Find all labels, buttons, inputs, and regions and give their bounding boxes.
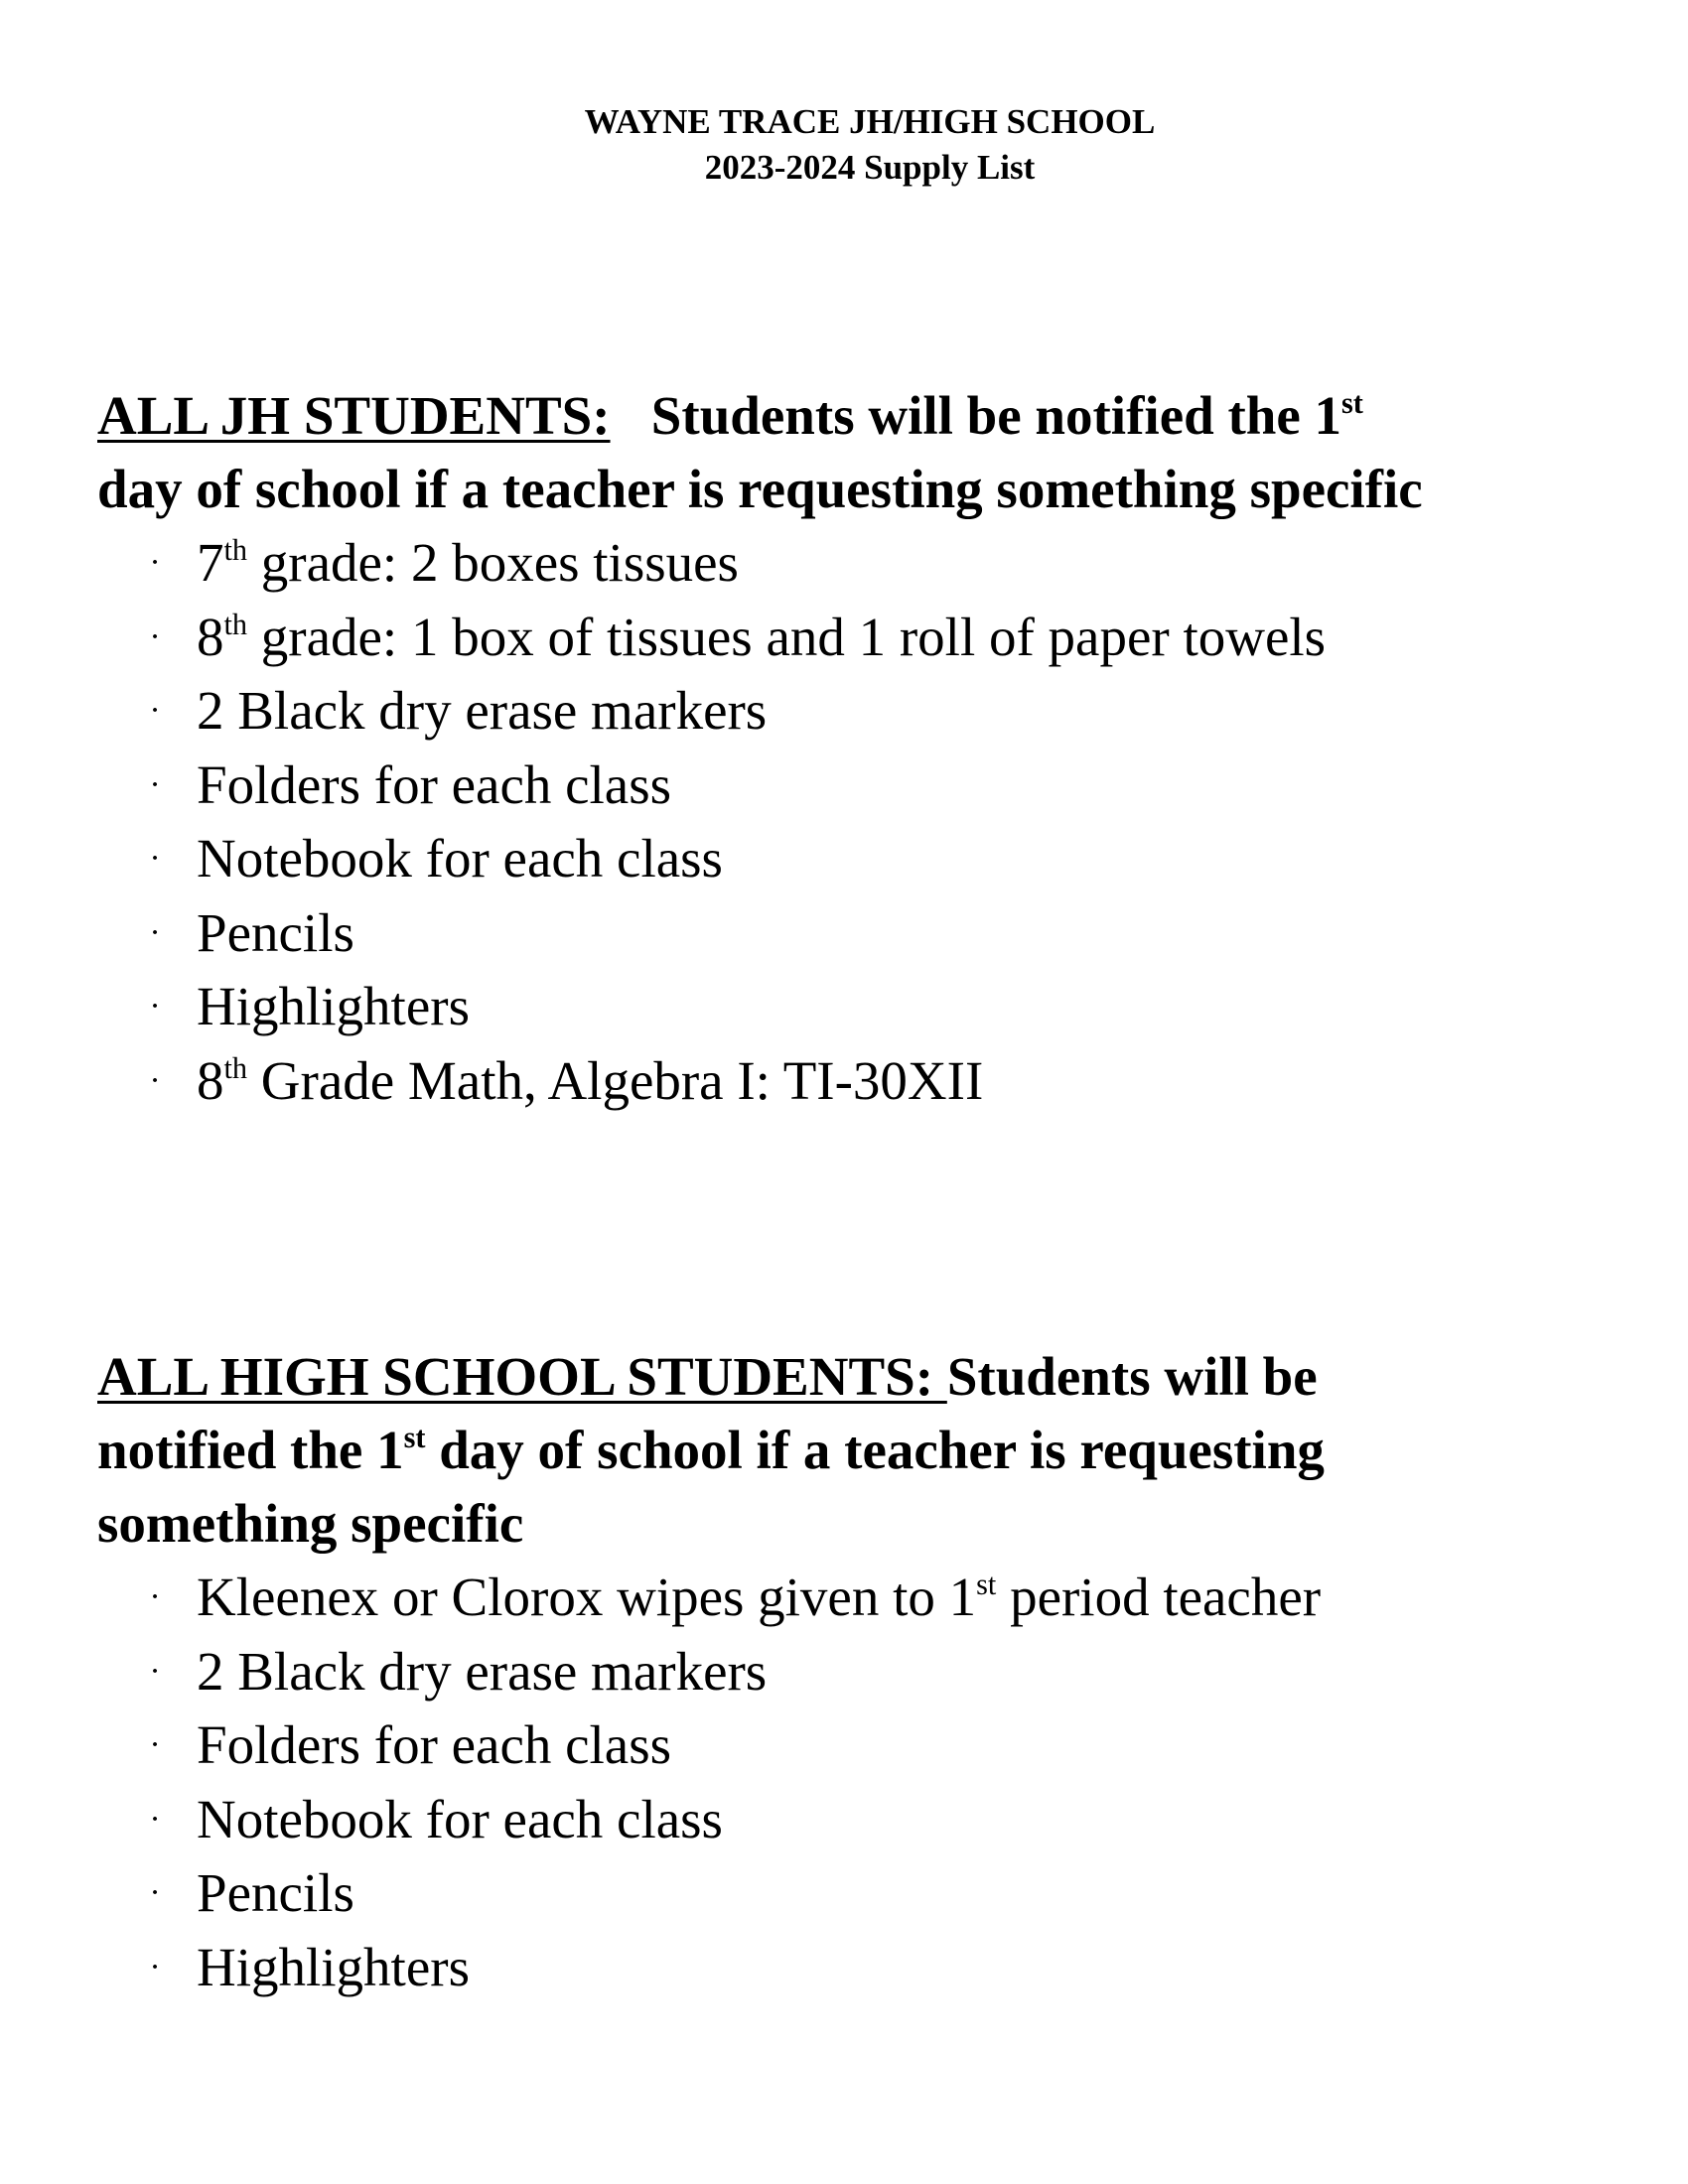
item-sup: th (223, 607, 248, 641)
bullet-icon: · (149, 1061, 161, 1099)
bullet-icon: · (149, 1800, 161, 1838)
list-item (97, 1783, 1626, 1857)
bullet-icon: · (149, 1652, 161, 1690)
item-text: Notebook for each class (197, 828, 723, 888)
list-item (97, 1931, 1626, 2005)
item-text: Folders for each class (197, 753, 672, 815)
list-item (97, 970, 1626, 1044)
list-item (97, 526, 1626, 601)
bullet-icon: · (149, 1726, 161, 1763)
bullet-icon: · (149, 1948, 161, 1985)
school-name: WAYNE TRACE JH/HIGH SCHOOL (584, 102, 1156, 141)
list-item (97, 749, 1626, 823)
item-text: Pencils (197, 901, 354, 963)
item-text: Highlighters (197, 976, 470, 1036)
item-sup: th (223, 1050, 248, 1085)
list-item (97, 822, 1626, 896)
jh-section (97, 379, 1626, 1118)
list-item (97, 896, 1626, 971)
item-text: Folders for each class (197, 1714, 672, 1775)
hs-supply-list (97, 1561, 1626, 2004)
item-text: Highlighters (197, 1936, 470, 1997)
item-text: Notebook for each class (197, 1788, 723, 1849)
list-item (97, 1561, 1626, 1635)
hs-lead (97, 1340, 1626, 1561)
item-text-rest: period teacher (996, 1567, 1322, 1627)
bullet-icon: · (149, 840, 161, 877)
item-text: 2 Black dry erase markers (197, 1640, 768, 1702)
jh-heading: ALL JH STUDENTS: (97, 385, 611, 446)
item-sup: st (976, 1568, 997, 1602)
jh-lead (97, 379, 1626, 526)
item-text-rest: Grade Math, Algebra I: TI-30XII (247, 1049, 984, 1111)
item-text-rest: grade: 1 box of tissues and 1 roll of paper towels (247, 606, 1327, 667)
list-item (97, 1044, 1626, 1119)
hs-note-c: day of school if a teacher is requesting (425, 1420, 1325, 1480)
bullet-icon: · (149, 1578, 161, 1615)
hs-note-b: notified the 1 (97, 1420, 404, 1480)
item-text: Pencils (197, 1862, 354, 1923)
item-sup: th (223, 533, 248, 568)
bullet-icon: · (149, 692, 161, 729)
list-item (97, 1635, 1626, 1709)
bullet-icon: · (149, 544, 161, 581)
list-item (97, 1856, 1626, 1931)
item-text: Kleenex or Clorox wipes given to 1 (197, 1567, 977, 1627)
jh-note-sup: st (1341, 386, 1363, 421)
hs-note-d: something specific (97, 1493, 524, 1554)
item-text: 7 (197, 532, 224, 593)
bullet-icon: · (149, 617, 161, 655)
bullet-icon: · (149, 988, 161, 1024)
item-text: 2 Black dry erase markers (197, 680, 768, 741)
hs-note-sup: st (403, 1421, 426, 1455)
item-text: 8 (197, 606, 224, 667)
hs-section (97, 1340, 1626, 2004)
bullet-icon: · (149, 1874, 161, 1911)
bullet-icon: · (149, 913, 161, 951)
list-item (97, 1708, 1626, 1783)
jh-note-b: day of school if a teacher is requesting something specific (97, 459, 1423, 519)
list-item (97, 601, 1626, 675)
item-text: 8 (197, 1049, 224, 1111)
list-item (97, 674, 1626, 749)
list-title: 2023-2024 Supply List (704, 148, 1036, 187)
jh-supply-list (97, 526, 1626, 1118)
jh-note-a: Students will be notified the 1 (650, 385, 1342, 446)
hs-note-a: Students will be (946, 1346, 1318, 1407)
bullet-icon: · (149, 765, 161, 803)
document-header (0, 99, 1688, 191)
hs-heading: ALL HIGH SCHOOL STUDENTS: (97, 1346, 947, 1407)
item-text-rest: grade: 2 boxes tissues (247, 532, 739, 593)
